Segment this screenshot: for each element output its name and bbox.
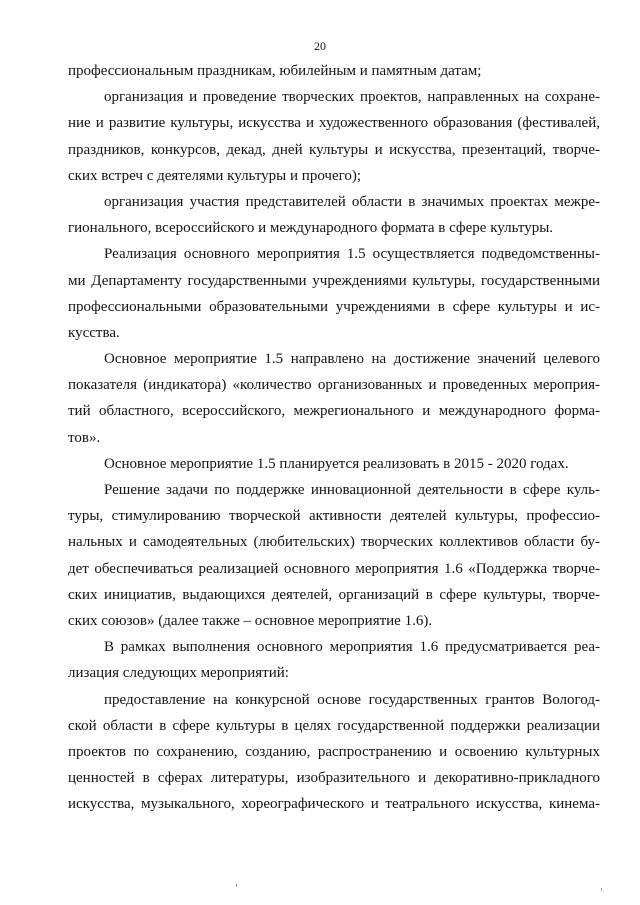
text-line: ских встреч с деятелями культуры и прочего); — [68, 167, 362, 184]
text-line: туры, стимулированию творческой активности деятелей культуры, профессио- — [68, 508, 600, 525]
text-line: искусства, музыкального, хореографического и театрального искусства, кинема- — [68, 796, 600, 813]
text-line: гионального, всероссийского и международного формата в сфере культуры. — [68, 220, 554, 237]
text-line: Реализация основного мероприятия 1.5 осуществляется подведомственны- — [104, 246, 600, 263]
text-line: ние и развитие культуры, искусства и художественного образования (фестивалей, — [68, 115, 600, 132]
text-line: ценностей в сферах литературы, изобразительного и декоративно-прикладного — [68, 770, 600, 787]
scan-speck — [601, 888, 602, 891]
text-line: организация и проведение творческих проектов, направленных на сохране- — [104, 89, 600, 106]
scan-speck — [236, 884, 237, 887]
text-line: В рамках выполнения основного мероприятия 1.6 предусматривается реа- — [104, 639, 600, 656]
text-line: праздников, конкурсов, декад, дней культуры и искусства, презентаций, творче- — [68, 141, 600, 158]
text-line: профессиональным праздникам, юбилейным и памятным датам; — [68, 63, 482, 79]
text-line: ской области в сфере культуры в целях государственной поддержки реализации — [68, 717, 600, 734]
text-line: ских инициатив, выдающихся деятелей, организаций в сфере культуры, творче- — [68, 586, 600, 603]
text-line: Основное мероприятие 1.5 планируется реализовать в 2015 - 2020 годах. — [104, 455, 569, 472]
text-line: профессиональными образовательными учреждениями в сфере культуры и ис- — [68, 298, 600, 315]
text-line: дет обеспечиваться реализацией основного мероприятия 1.6 «Поддержка творче- — [68, 560, 600, 577]
text-line: кусства. — [68, 324, 120, 341]
body-text — [68, 58, 600, 817]
page-number: 20 — [314, 39, 326, 53]
text-line: тов». — [68, 429, 101, 446]
text-line: ских союзов» (далее также – основное мероприятие 1.6). — [68, 612, 433, 629]
text-line: нальных и самодеятельных (любительских) творческих коллективов области бу- — [68, 534, 600, 551]
text-line: лизация следующих мероприятий: — [68, 665, 289, 682]
text-line: показателя (индикатора) «количество организованных и проведенных мероприя- — [68, 377, 600, 394]
text-line: проектов по сохранению, созданию, распространению и освоению культурных — [68, 743, 600, 760]
text-line: организация участия представителей области в значимых проектах межре- — [104, 193, 600, 210]
text-line: ми Департаменту государственными учреждениями культуры, государственными — [68, 272, 600, 289]
text-line: Основное мероприятие 1.5 направлено на достижение значений целевого — [104, 351, 600, 368]
text-line: тий областного, всероссийского, межрегионального и международного форма- — [68, 403, 600, 420]
text-line: Решение задачи по поддержке инновационной деятельности в сфере куль- — [104, 482, 600, 498]
text-line: предоставление на конкурсной основе государственных грантов Вологод- — [104, 691, 600, 708]
